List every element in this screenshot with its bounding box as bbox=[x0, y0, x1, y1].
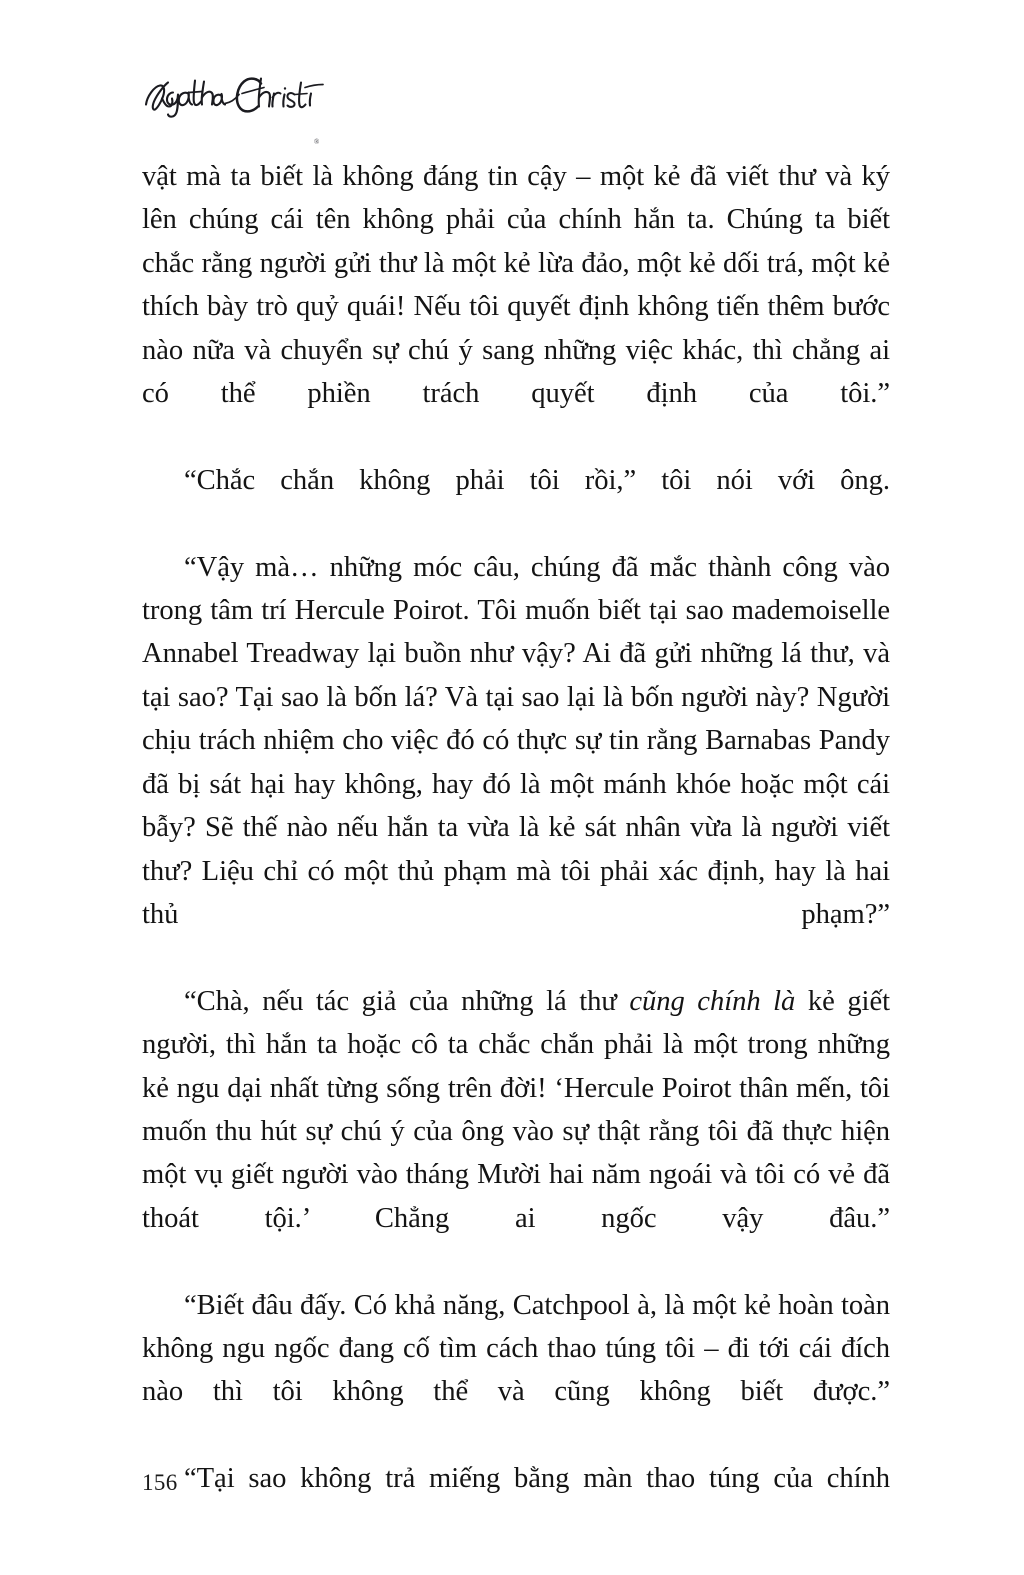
running-head bbox=[142, 66, 442, 146]
paragraph-continued bbox=[142, 1457, 890, 1544]
paragraph bbox=[142, 1284, 890, 1458]
paragraph-text: “Vậy mà… những móc câu, chúng đã mắc thành công vào trong tâm trí Hercule Poirot. Tôi muốn biết tại sao mademoiselle Annabel Treadway lại buồn như vậy? Ai đã gửi những lá thư, và tại sao? Tại sao là bốn lá? Và tại sao lại là bốn người này? Người chịu trách nhiệm cho việc đó có thực sự tin rằng Barnabas Pandy đã bị sát hại hay không, hay đó là một mánh khóe hoặc một cái bẫy? Sẽ thế nào nếu hắn ta vừa là kẻ sát nhân vừa là người viết thư? Liệu chỉ có một thủ phạm mà tôi phải xác định, hay là hai thủ phạm?” bbox=[142, 551, 890, 930]
paragraph bbox=[142, 546, 890, 980]
emphasis-text: cũng chính là bbox=[629, 985, 796, 1017]
page-number: 156 bbox=[142, 1470, 178, 1495]
paragraph-text: “Biết đâu đấy. Có khả năng, Catchpool à, là một kẻ hoàn toàn không ngu ngốc đang cố tìm cách thao túng tôi – đi tới cái đích nào thì tôi không thể và cũng không biết được.” bbox=[142, 1289, 890, 1408]
page-body bbox=[142, 155, 890, 1544]
paragraph bbox=[142, 155, 890, 459]
paragraph-text-part: kẻ giết người, thì hắn ta hoặc cô ta chắc chắn phải là một trong những kẻ ngu dại nhất từng sống trên đời! ‘Hercule Poirot thân mến, tôi muốn thu hút sự chú ý của ông vào sự thật rằng tôi đã thực hiện một vụ giết người vào tháng Mười hai năm ngoái và tôi có vẻ đã thoát tội.’ Chẳng ai ngốc vậy đâu.” bbox=[142, 985, 890, 1234]
paragraph bbox=[142, 459, 890, 546]
paragraph-text: “Tại sao không trả miếng bằng màn thao túng của chính bbox=[184, 1463, 890, 1495]
paragraph bbox=[142, 980, 890, 1284]
registered-trademark-mark: ® bbox=[314, 138, 320, 146]
paragraph-text: vật mà ta biết là không đáng tin cậy – một kẻ đã viết thư và ký lên chúng cái tên không phải của chính hắn ta. Chúng ta biết chắc rằng người gửi thư là một kẻ lừa đảo, một kẻ dối trá, một kẻ thích bày trò quỷ quái! Nếu tôi quyết định không tiến thêm bước nào nữa và chuyển sự chú ý sang những việc khác, thì chẳng ai có thể phiền trách quyết định của tôi.” bbox=[142, 161, 890, 410]
paragraph-text: “Chắc chắn không phải tôi rồi,” tôi nói với ông. bbox=[184, 464, 890, 496]
agatha-christie-signature-icon bbox=[142, 66, 327, 122]
paragraph-text-part: “Chà, nếu tác giả của những lá thư bbox=[184, 985, 630, 1017]
